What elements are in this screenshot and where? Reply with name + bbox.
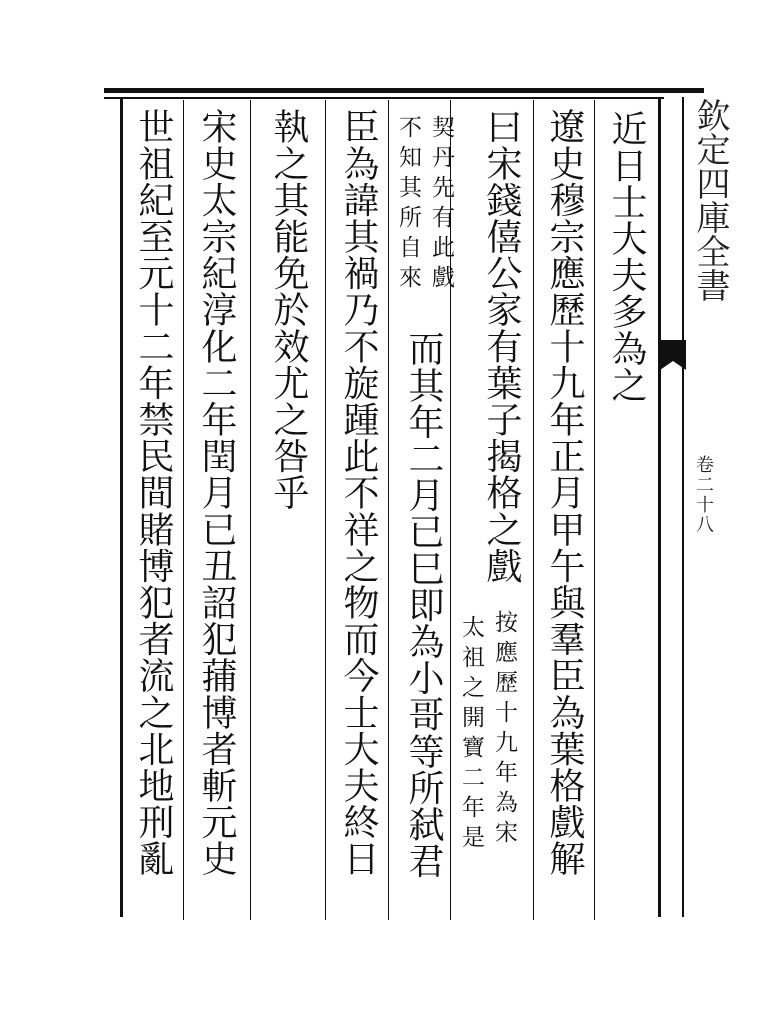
outer-margin-line bbox=[682, 97, 684, 917]
top-border-inner-rule bbox=[104, 97, 664, 99]
text-column-2: 遼史穆宗應歷十九年正月甲午與羣臣為葉格戲解 bbox=[544, 108, 585, 877]
text-column-7: 執之其能免於效尤之咎乎 bbox=[268, 108, 309, 511]
text-column-5b: 而其年二月已巳即為小哥等所弑君 bbox=[403, 330, 444, 879]
annotation-column-3: 按應歷十九年為宋 bbox=[491, 610, 517, 850]
text-column-3: 曰宋錢僖公家有葉子揭格之戲 bbox=[481, 108, 522, 584]
text-column-8: 宋史太宗紀淳化二年閏月已丑詔犯蒱博者斬元史 bbox=[196, 108, 237, 877]
annotation-column-4a: 契丹先有此戲 bbox=[428, 115, 454, 295]
right-border-line bbox=[658, 97, 661, 917]
column-divider bbox=[250, 100, 251, 920]
column-divider bbox=[183, 100, 184, 920]
column-divider bbox=[388, 100, 389, 920]
fish-tail-mark bbox=[660, 340, 686, 370]
column-divider bbox=[594, 100, 595, 920]
text-column-9: 世祖紀至元十二年禁民間賭博犯者流之北地刑亂 bbox=[133, 108, 174, 877]
text-column-6: 臣為諱其禍乃不旋踵此不祥之物而今士大夫終日 bbox=[338, 108, 379, 877]
column-divider bbox=[533, 100, 534, 920]
annotation-column-4b: 太祖之開寶二年是 bbox=[458, 615, 484, 855]
text-column-1: 近日士大夫多為之 bbox=[606, 110, 647, 403]
annotation-column-5a: 不知其所自來 bbox=[395, 115, 421, 295]
left-border-line bbox=[120, 97, 123, 917]
margin-book-title: 欽定四庫全書 bbox=[690, 98, 730, 302]
top-border-rule bbox=[104, 88, 704, 93]
column-divider bbox=[325, 100, 326, 920]
margin-volume-label: 卷二十八 bbox=[693, 455, 714, 535]
